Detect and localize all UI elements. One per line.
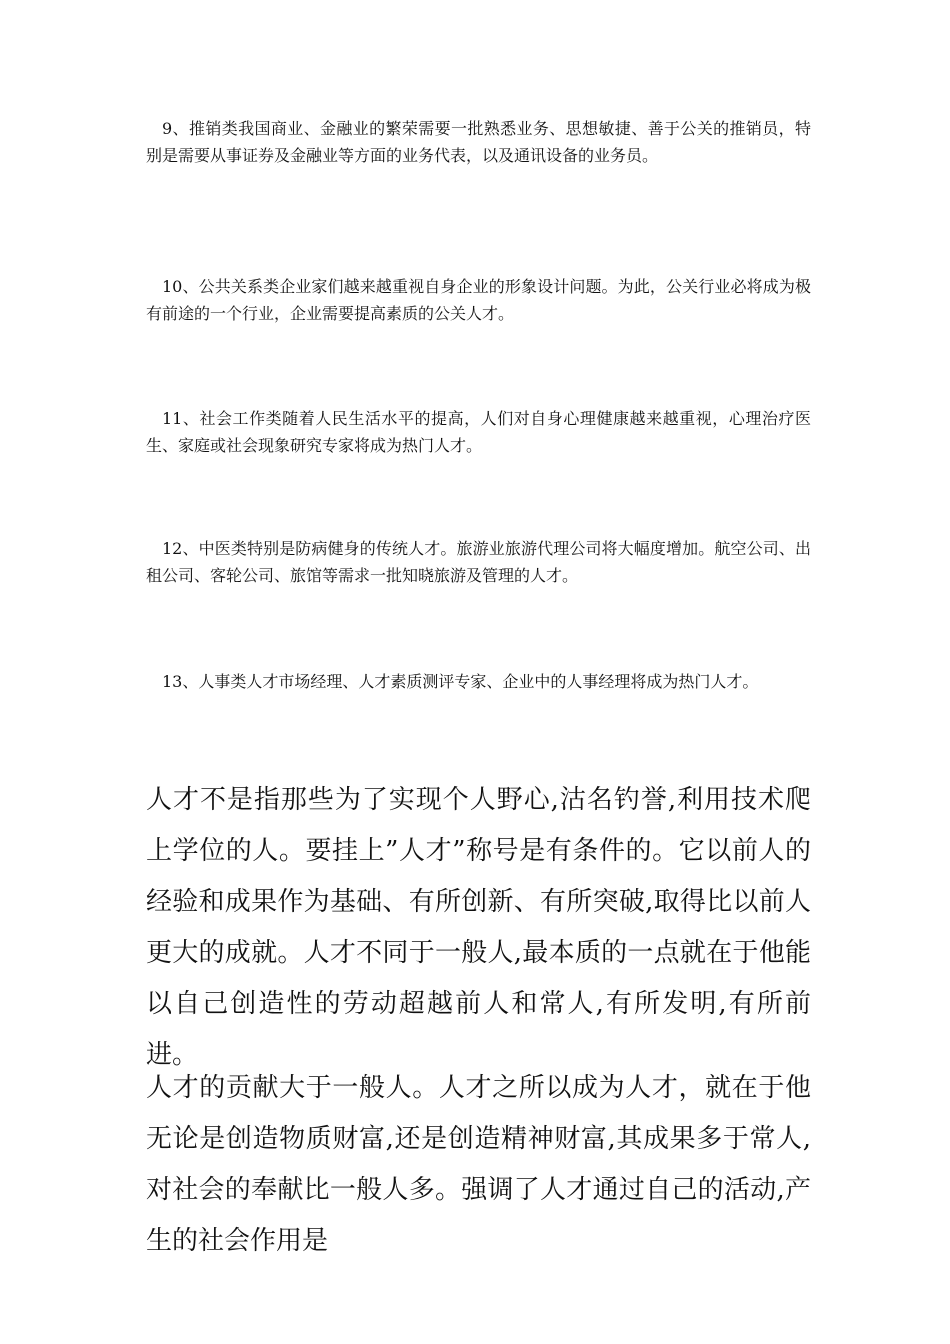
list-item-13: 13、人事类人才市场经理、人才素质测评专家、企业中的人事经理将成为热门人才。 (162, 672, 759, 691)
body-paragraph-talent-definition: 人才不是指那些为了实现个人野心,沽名钓誉,利用技术爬上学位的人。要挂上”人才”称号是有条件的。它以前人的经验和成果作为基础、有所创新、有所突破,取得比以前人更大的成就。人才不同于一般人,最本质的一点就在于他能以自己创造性的劳动超越前人和常人,有所发明,有所前进。 (146, 785, 811, 1070)
list-item-12: 12、中医类特别是防病健身的传统人才。旅游业旅游代理公司将大幅度增加。航空公司、出租公司、客轮公司、旅馆等需求一批知晓旅游及管理的人才。 (146, 539, 811, 585)
list-item-11: 11、社会工作类随着人民生活水平的提高，人们对自身心理健康越来越重视，心理治疗医生、家庭或社会现象研究专家将成为热门人才。 (146, 409, 811, 455)
body-paragraph-talent-contribution: 人才的贡献大于一般人。人才之所以成为人才，就在于他无论是创造物质财富,还是创造精神财富,其成果多于常人,对社会的奉献比一般人多。强调了人才通过自己的活动,产生的社会作用是 (146, 1073, 811, 1256)
list-item-10: 10、公共关系类企业家们越来越重视自身企业的形象设计问题。为此，公关行业必将成为极有前途的一个行业，企业需要提高素质的公关人才。 (146, 277, 811, 323)
list-item-9: 9、推销类我国商业、金融业的繁荣需要一批熟悉业务、思想敏捷、善于公关的推销员，特别是需要从事证券及金融业等方面的业务代表，以及通讯设备的业务员。 (146, 119, 811, 165)
